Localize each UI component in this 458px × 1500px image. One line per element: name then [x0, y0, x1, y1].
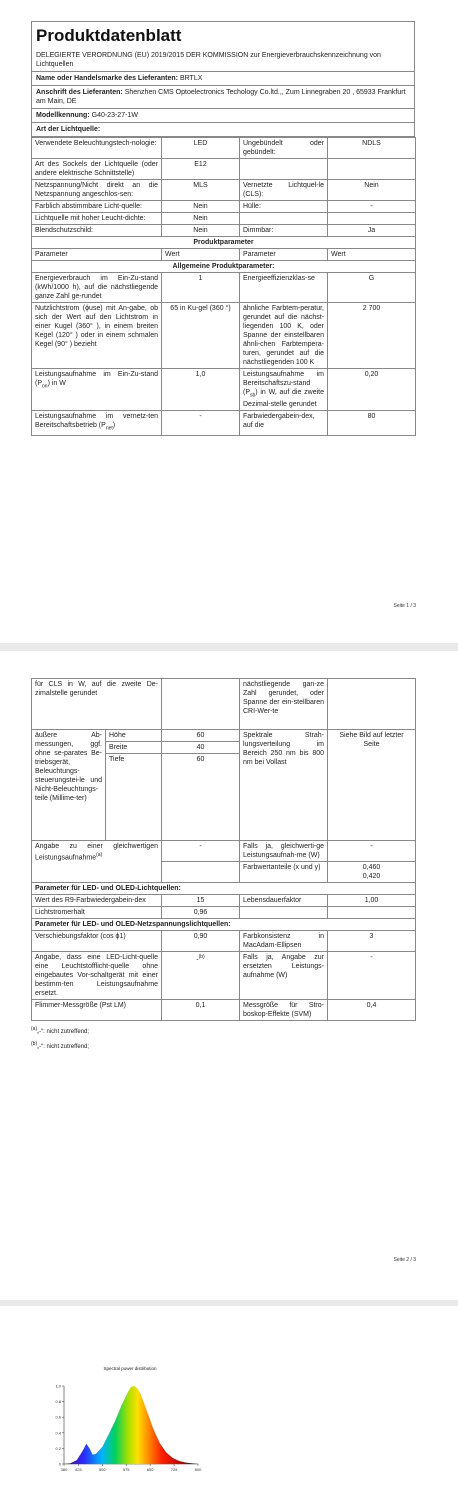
param-label: Ungebündelt oder gebündelt:	[240, 138, 328, 159]
param-value: NDLS	[328, 138, 416, 159]
table-row	[32, 1000, 416, 1021]
displacement-factor-value: 0,90	[162, 931, 240, 952]
text-part: )	[112, 422, 116, 430]
spectral-power-chart	[30, 1360, 220, 1485]
standby-power-label	[240, 369, 328, 411]
x-tick-label: 380	[60, 1467, 68, 1472]
footnote-text: „-“: nicht zutreffend;	[37, 1044, 90, 1050]
color-consistency-value: 3	[328, 931, 416, 952]
dimensions-label: äußere Ab-messungen, ggf. ohne se-parates Be-triebsgerät, Beleuchtungs-steuerungstei-le und Nicht-Beleuchtungs-teile (Millime-ter)	[32, 730, 106, 841]
param-label: Hülle:	[240, 201, 328, 213]
param-value: -	[328, 201, 416, 213]
column-header-param: Parameter	[32, 249, 162, 261]
y-tick-label: 0.8	[55, 1399, 61, 1405]
page-number: Seite 2 / 3	[393, 1257, 416, 1263]
text-part: ) in W	[47, 380, 66, 387]
param-value: LED	[162, 138, 240, 159]
table-row	[32, 159, 416, 180]
light-source-table	[31, 137, 416, 436]
chromaticity-x: 0,460	[362, 864, 381, 871]
page-1	[0, 0, 458, 643]
table-row	[32, 730, 416, 742]
subscript: net	[105, 425, 113, 432]
empty-cell	[240, 213, 328, 225]
parameter-table-continued	[31, 678, 416, 1021]
luminous-flux-value: 65 in Ku-gel (360 °)	[162, 303, 240, 369]
section-heading-row	[32, 883, 416, 895]
empty-cell	[328, 213, 416, 225]
y-tick-label: 0.2	[55, 1445, 61, 1451]
text-part: Leistungsaufnahme im Ein-Zu-stand (P	[35, 371, 158, 387]
subscript: on	[42, 383, 48, 390]
model-label: Modellkennung:	[36, 112, 90, 119]
energy-consumption-value: 1	[162, 273, 240, 303]
x-tick-label: 425	[75, 1467, 82, 1472]
footnote-marker: (b)	[31, 1041, 38, 1047]
section-heading-row	[32, 919, 416, 931]
general-params-heading: Allgemeine Produktparameter:	[32, 261, 416, 273]
replacement-claim-value	[162, 952, 240, 1000]
networked-standby-label-cont: für CLS in W, auf die zweite De-zimalstelle gerundet	[32, 679, 162, 730]
param-value: Nein	[162, 225, 240, 237]
table-row	[32, 138, 416, 159]
param-label: Farblich abstimmbare Licht-quelle:	[32, 201, 162, 213]
survival-factor-label: Lebensdauerfaktor	[240, 895, 328, 907]
datasheet-page-2	[31, 678, 415, 1053]
cri-label-cont: nächstliegende gan-ze Zahl gerundet, oder Spanne der ein-stellbaren CRI-Wer-te	[240, 679, 328, 730]
table-row	[32, 841, 416, 862]
on-mode-power-label	[32, 369, 162, 411]
param-label: Blendschutzschild:	[32, 225, 162, 237]
page-2	[0, 651, 458, 1300]
supplier-address-value: Shenzhen CMS Optoelectronics Techology Co.ltd.,, Zum Linnegraben 20 , 65933 Frankfurt am Main, DE	[36, 89, 406, 105]
model-value: G40-23-27-1W	[91, 112, 138, 119]
replacement-claim-label: Angabe, dass eine LED-Licht-quelle eine Leuchtstofflicht-quelle ohne eingebautes Vor-schaltgerät mit einer bestimm-ten Leistungsaufnahme ersetzt.	[32, 952, 162, 1000]
height-value: 60	[162, 730, 240, 742]
param-value: Nein	[328, 180, 416, 201]
param-value: E12	[162, 159, 240, 180]
table-row	[32, 180, 416, 201]
chromaticity-value	[328, 862, 416, 883]
lumen-maintenance-label: Lichtstromerhalt	[32, 907, 162, 919]
param-label: Dimmbar:	[240, 225, 328, 237]
energy-consumption-label: Energieverbrauch im Ein-Zu-stand (kWh/1000 h), auf die nächstliegende ganze Zahl ge-rundet	[32, 273, 162, 303]
table-row	[32, 952, 416, 1000]
text-part: -	[196, 956, 199, 964]
supplier-address-label: Anschrift des Lieferanten:	[36, 89, 123, 96]
color-consistency-label: Farbkonsistenz in MacAdam-Ellipsen	[240, 931, 328, 952]
color-temperature-value: 2 700	[328, 303, 416, 369]
table-row	[32, 931, 416, 952]
table-row	[32, 907, 416, 919]
param-value: Nein	[162, 201, 240, 213]
equivalent-power-label	[32, 841, 162, 883]
table-row	[32, 213, 416, 225]
supplier-name-value: BRTLX	[179, 75, 203, 82]
depth-value: 60	[162, 754, 240, 841]
chart-plot-area	[55, 1384, 202, 1473]
equivalent-power-value: -	[162, 841, 240, 862]
table-row	[32, 369, 416, 411]
column-header-value: Wert	[162, 249, 240, 261]
mls-params-heading: Parameter für LED- und OLED-Netzspannungslichtquellen:	[32, 919, 416, 931]
empty-cell	[162, 862, 240, 883]
table-row	[32, 895, 416, 907]
cri-value: 80	[328, 411, 416, 435]
width-label: Breite	[106, 742, 162, 754]
networked-standby-label	[32, 411, 162, 435]
spectral-distribution-label: Spektrale Strah-lungsverteilung im Bereich 250 nm bis 800 nm bei Vollast	[240, 730, 328, 841]
cri-label: Farbwiedergabein-dex, auf die	[240, 411, 328, 435]
section-heading-row	[32, 261, 416, 273]
networked-standby-value: -	[162, 411, 240, 435]
lumen-maintenance-value: 0,96	[162, 907, 240, 919]
param-label: Lichtquelle mit hoher Leucht-dichte:	[32, 213, 162, 225]
table-row	[32, 679, 416, 730]
empty-cell	[240, 907, 328, 919]
spectrum-area	[64, 1386, 198, 1464]
flicker-label: Flimmer-Messgröße (Pst LM)	[32, 1000, 162, 1021]
column-header-param: Parameter	[240, 249, 328, 261]
column-header-value: Wert	[328, 249, 416, 261]
supplier-address-row	[31, 86, 415, 109]
width-value: 40	[162, 742, 240, 754]
supplier-name-row	[31, 72, 415, 86]
empty-cell	[240, 159, 328, 180]
footnote-marker: (a)	[31, 1026, 38, 1032]
color-temperature-label: ähnliche Farbtem-peratur, gerundet auf die nächst-liegenden 100 K, oder Spanne der einstellbaren ähnli-chen Farbtempera-turen, gerundet auf die nächstliegenden 100 K	[240, 303, 328, 369]
footnote-b	[31, 1038, 415, 1053]
table-row	[32, 411, 416, 435]
param-label: Art des Sockels der Lichtquelle (oder andere elektrische Schnittstelle)	[32, 159, 162, 180]
svm-label: Messgröße für Stro-boskop-Effekte (SVM)	[240, 1000, 328, 1021]
chromaticity-label: Farbwertanteile (x und y)	[240, 862, 328, 883]
empty-cell	[328, 159, 416, 180]
equivalent-power-if-yes-label: Falls ja, gleichwerti-ge Leistungsaufnah-me (W)	[240, 841, 328, 862]
param-value: Ja	[328, 225, 416, 237]
page-title: Produktdatenblatt	[31, 21, 415, 49]
param-value: Nein	[162, 213, 240, 225]
on-mode-power-value: 1,0	[162, 369, 240, 411]
replaced-power-value: -	[328, 952, 416, 1000]
param-label: Netzspannung/Nicht direkt an die Netzspannung angeschlos-sen:	[32, 180, 162, 201]
footnotes	[31, 1023, 415, 1053]
r9-label: Wert des R9-Farbwiedergabein-dex	[32, 895, 162, 907]
chart-title: Spectral power distribution	[103, 1366, 157, 1371]
text-part: ) in W, auf die zweite Dezimal-stelle gerundet	[243, 389, 324, 409]
table-row	[32, 225, 416, 237]
model-row	[31, 109, 415, 123]
empty-cell	[162, 679, 240, 730]
standby-power-value: 0,20	[328, 369, 416, 411]
x-tick-label: 500	[98, 1467, 106, 1472]
energy-class-value: G	[328, 273, 416, 303]
supplier-name-label: Name oder Handelsmarke des Lieferanten:	[36, 75, 178, 82]
x-tick-label: 725	[170, 1467, 178, 1472]
page-number: Seite 1 / 3	[393, 603, 416, 609]
table-row	[32, 201, 416, 213]
light-type-heading: Art der Lichtquelle:	[31, 123, 415, 137]
luminous-flux-label: Nutzlichtstrom (ϕuse) mit An-gabe, ob sich der Wert auf den Lichtstrom in einer Kugel (360° ), in einem breiten Kegel (120° ) oder in einem schmalen Kegel (90° ) bezieht	[32, 303, 162, 369]
energy-class-label: Energieeffizienzklas-se	[240, 273, 328, 303]
displacement-factor-label: Verschiebungsfaktor (cos ϕ1)	[32, 931, 162, 952]
spectral-distribution-value: Siehe Bild auf letzter Seite	[328, 730, 416, 841]
table-row	[32, 273, 416, 303]
svm-value: 0,4	[328, 1000, 416, 1021]
param-label: Verwendete Beleuchtungstech-nologie:	[32, 138, 162, 159]
footnote-ref: (a)	[96, 852, 103, 858]
y-tick-label: 0.6	[55, 1414, 61, 1420]
footnote-ref: (b)	[198, 954, 205, 960]
y-tick-label: 1.0	[55, 1383, 61, 1389]
equivalent-power-if-yes-value: -	[328, 841, 416, 862]
y-tick-label: 0.4	[55, 1430, 61, 1436]
chromaticity-y: 0,420	[362, 873, 381, 880]
height-label: Höhe	[106, 730, 162, 742]
param-value: MLS	[162, 180, 240, 201]
footnote-a	[31, 1023, 415, 1038]
depth-label: Tiefe	[106, 754, 162, 841]
x-tick-label: 575	[122, 1467, 130, 1472]
x-tick-label: 650	[146, 1467, 154, 1472]
led-params-heading: Parameter für LED- und OLED-Lichtquellen:	[32, 883, 416, 895]
text-part: Leistungsaufnahme im Bereitschaftszu-stand (P	[243, 371, 324, 396]
section-heading-row	[32, 237, 416, 249]
param-label: Vernetzte Lichtquel-le (CLS):	[240, 180, 328, 201]
x-tick-label: 800	[194, 1467, 202, 1472]
regulation-text: DELEGIERTE VERORDNUNG (EU) 2019/2015 DER KOMMISSION zur Energieverbrauchskennzeichnung von Lichtquellen	[31, 49, 415, 72]
table-row	[32, 303, 416, 369]
datasheet-page-1	[31, 21, 415, 436]
y-tick-label: 0	[58, 1461, 61, 1467]
text-part: Angabe zu einer gleichwertigen Leistungsaufnahme	[35, 843, 158, 862]
empty-cell	[328, 679, 416, 730]
survival-factor-value: 1,00	[328, 895, 416, 907]
replaced-power-label: Falls ja, Angabe zur ersetzten Leistungs-aufnahme (W)	[240, 952, 328, 1000]
column-header-row	[32, 249, 416, 261]
footnote-text: „-“: nicht zutreffend;	[37, 1029, 90, 1035]
flicker-value: 0,1	[162, 1000, 240, 1021]
empty-cell	[328, 907, 416, 919]
subscript: sb	[250, 392, 256, 399]
r9-value: 15	[162, 895, 240, 907]
text-part: Leistungsaufnahme im vernetz-ten Bereitschaftsbetrieb (P	[35, 413, 158, 430]
product-params-heading: Produktparameter	[32, 237, 416, 249]
